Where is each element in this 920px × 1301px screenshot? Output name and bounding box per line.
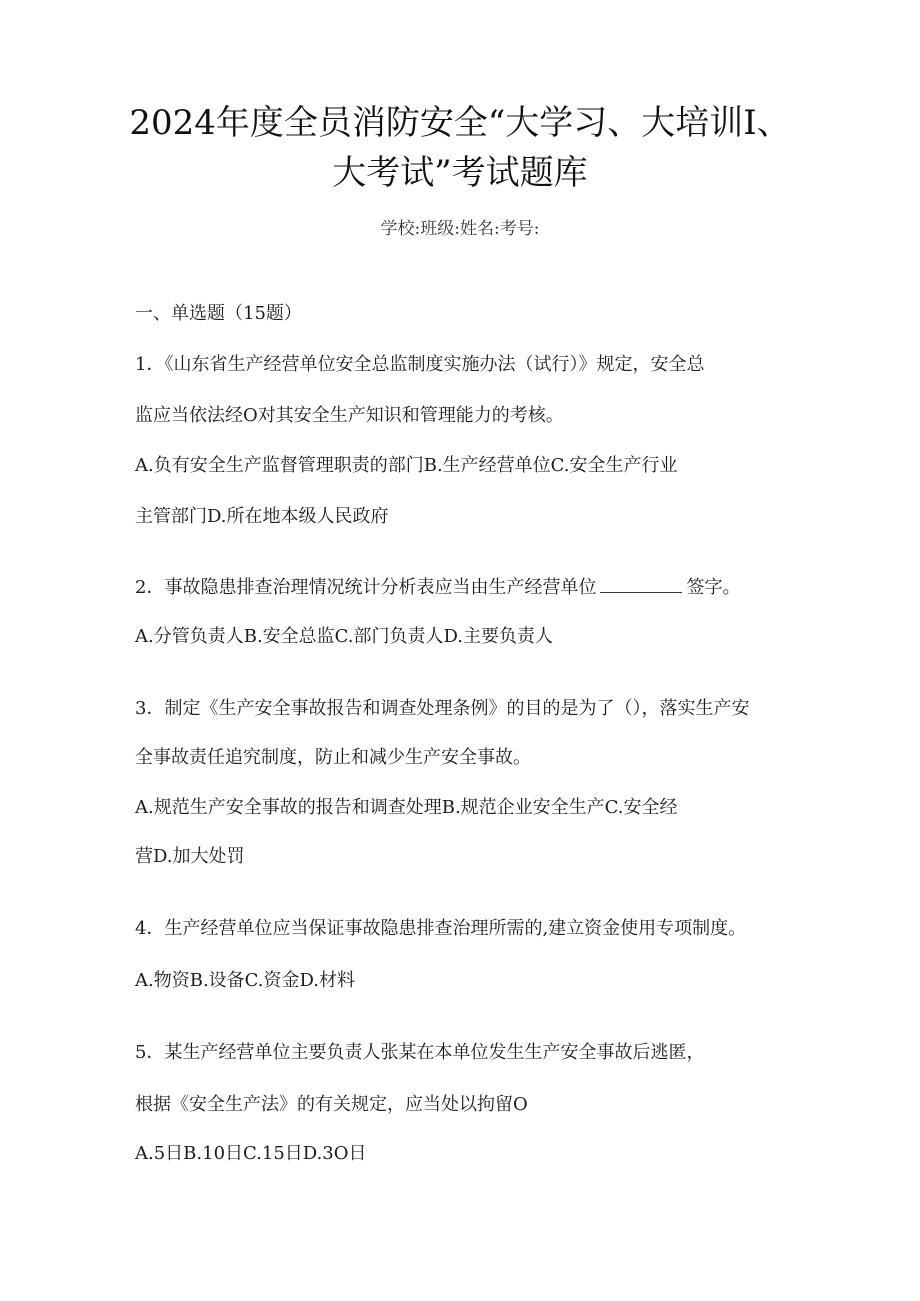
question-4-options-line: A.物资B.设备C.资金D.材料 bbox=[135, 970, 356, 991]
question-2-text-part-2: 签字。 bbox=[686, 577, 741, 598]
question-1-text-line-1: 1．《山东省生产经营单位安全总监制度实施办法（试行）》规定，安全总 bbox=[135, 354, 705, 375]
question-2-text-part-1: 2．事故隐患排查治理情况统计分析表应当由生产经营单位 bbox=[135, 577, 597, 598]
question-3-options-line-1: A.规范生产安全事故的报告和调查处理B.规范企业安全生产C.安全经 bbox=[135, 797, 678, 818]
question-2-text-line bbox=[135, 578, 740, 597]
question-3-text-line-1: 3．制定《生产安全事故报告和调查处理条例》的目的是为了（），落实生产安 bbox=[135, 698, 750, 719]
question-3-options-line-2: 营D.加大处罚 bbox=[135, 846, 245, 867]
document-title-line-1: 2024年度全员消防安全“大学习、大培训I、 bbox=[129, 103, 791, 143]
question-2-options-line: A.分管负责人B.安全总监C.部门负责人D.主要负责人 bbox=[135, 626, 554, 647]
question-1-options-line-2: 主管部门D.所在地本级人民政府 bbox=[135, 506, 389, 527]
answer-blank bbox=[600, 578, 682, 593]
question-5-text-line-2: 根据《安全生产法》的有关规定，应当处以拘留O bbox=[135, 1094, 528, 1115]
section-heading: 一、单选题（15题） bbox=[135, 303, 302, 324]
question-3-text-line-2: 全事故责任追究制度，防止和减少生产安全事故。 bbox=[135, 747, 531, 768]
question-4-text-line: 4．生产经营单位应当保证事故隐患排查治理所需的,建立资金使用专项制度。 bbox=[135, 918, 747, 939]
question-1-options-line-1: A.负有安全生产监督管理职责的部门B.生产经营单位C.安全生产行业 bbox=[135, 455, 678, 476]
question-5-text-line-1: 5．某生产经营单位主要负责人张某在本单位发生生产安全事故后逃匿， bbox=[135, 1042, 705, 1063]
student-info-line: 学校:班级:姓名:考号: bbox=[380, 219, 540, 239]
question-1-text-line-2: 监应当依法经O对其安全生产知识和管理能力的考核。 bbox=[135, 405, 564, 426]
document-title-line-2: 大考试”考试题库 bbox=[332, 153, 588, 193]
question-5-options-line: A.5日B.10日C.15日D.3O日 bbox=[135, 1143, 367, 1164]
